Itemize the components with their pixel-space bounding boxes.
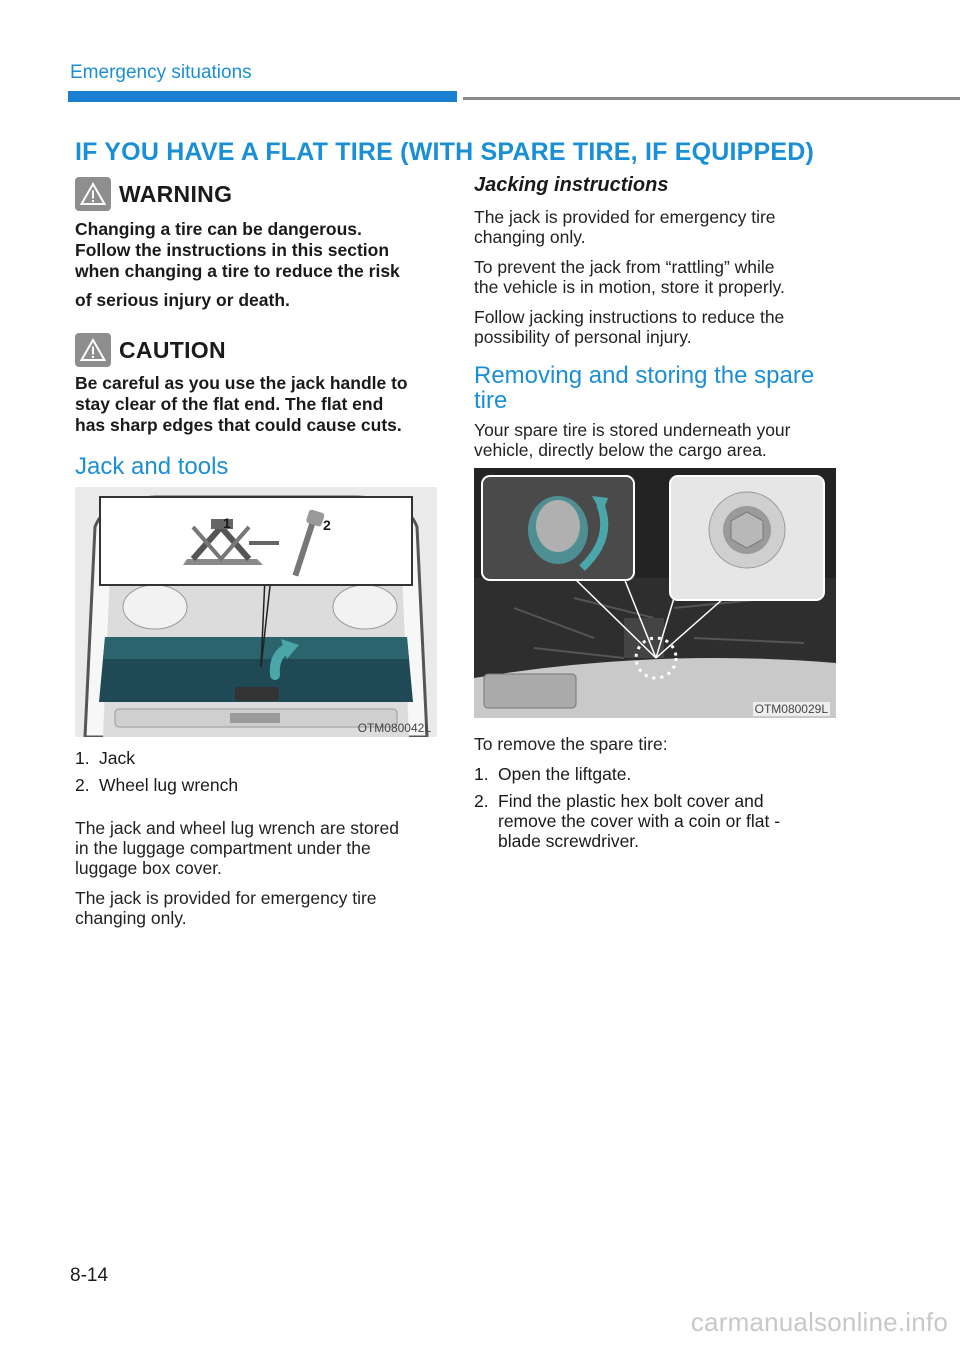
- list-text: Wheel lug wrench: [99, 775, 239, 795]
- list-item: [474, 791, 854, 851]
- text-line: vehicle, directly below the cargo area.: [474, 440, 767, 460]
- header-rule-gray: [463, 97, 960, 100]
- text-line: The jack and wheel lug wrench are stored: [75, 818, 399, 838]
- page-number: 8-14: [70, 1265, 109, 1286]
- list-text: Open the liftgate.: [498, 764, 632, 784]
- callout-2: 2: [323, 517, 331, 533]
- figure-code: OTM080029L: [754, 702, 828, 716]
- list-item: [474, 764, 854, 784]
- caution-block: [75, 333, 445, 436]
- warning-triangle-icon: [75, 177, 111, 211]
- jack-tools-list: [75, 748, 445, 795]
- caution-triangle-icon: [75, 333, 111, 367]
- text-line: Follow jacking instructions to reduce the: [474, 307, 785, 327]
- heading-line: tire: [474, 387, 508, 414]
- warning-line: Changing a tire can be dangerous.: [75, 219, 362, 239]
- jack-tools-figure: [75, 487, 437, 737]
- remove-intro: To remove the spare tire:: [474, 734, 668, 754]
- text-line: changing only.: [474, 227, 586, 247]
- spare-intro: [474, 420, 844, 460]
- caution-line: has sharp edges that could cause cuts.: [75, 415, 402, 435]
- list-number: 1.: [474, 764, 489, 784]
- remove-spare-text: [474, 734, 854, 858]
- text-line: possibility of personal injury.: [474, 327, 692, 347]
- jack-tools-illustration: [75, 487, 437, 737]
- list-number: 2.: [75, 775, 90, 795]
- warning-line: Follow the instructions in this section: [75, 240, 390, 260]
- list-item: [75, 775, 445, 795]
- list-text: remove the cover with a coin or flat -: [498, 811, 781, 831]
- figure-code: OTM080042L: [357, 721, 431, 735]
- list-text: blade screwdriver.: [498, 831, 640, 851]
- list-item: [75, 748, 445, 768]
- section-title: IF YOU HAVE A FLAT TIRE (WITH SPARE TIRE, IF EQUIPPED): [75, 138, 815, 166]
- list-text: Jack: [99, 748, 135, 768]
- spare-tire-illustration: [474, 468, 836, 718]
- list-text: Find the plastic hex bolt cover and: [498, 791, 764, 811]
- warning-line: when changing a tire to reduce the risk: [75, 261, 400, 281]
- text-line: luggage box cover.: [75, 858, 222, 878]
- callout-1: 1: [223, 515, 231, 531]
- heading-line: Removing and storing the spare: [474, 362, 815, 389]
- paragraph: [474, 307, 844, 347]
- spare-tire-figure: [474, 468, 836, 718]
- jack-tools-heading: Jack and tools: [75, 453, 229, 480]
- header-rule-blue: [68, 91, 457, 102]
- header-section-title: Emergency situations: [70, 62, 252, 83]
- watermark: carmanualsonline.info: [690, 1307, 948, 1337]
- paragraph: [75, 818, 445, 878]
- text-line: The jack is provided for emergency tire: [474, 207, 776, 227]
- text-line: The jack is provided for emergency tire: [75, 888, 377, 908]
- jacking-instructions: [474, 174, 844, 357]
- caution-label: CAUTION: [119, 336, 226, 363]
- text-line: in the luggage compartment under the: [75, 838, 371, 858]
- spare-heading: [474, 363, 854, 413]
- caution-line: Be careful as you use the jack handle to: [75, 373, 408, 393]
- text-line: To prevent the jack from “rattling” while: [474, 257, 775, 277]
- text-line: Your spare tire is stored underneath your: [474, 420, 791, 440]
- text-line: changing only.: [75, 908, 187, 928]
- paragraph: [75, 888, 445, 928]
- caution-line: stay clear of the flat end. The flat end: [75, 394, 384, 414]
- jack-tools-text: [75, 748, 445, 938]
- paragraph: [474, 257, 844, 297]
- text-line: the vehicle is in motion, store it properly.: [474, 277, 785, 297]
- warning-line: of serious injury or death.: [75, 290, 290, 310]
- list-number: 1.: [75, 748, 90, 768]
- warning-block: [75, 177, 445, 311]
- jacking-heading: Jacking instructions: [474, 174, 669, 196]
- warning-label: WARNING: [119, 180, 233, 207]
- paragraph: [474, 207, 844, 247]
- remove-steps: [474, 764, 854, 851]
- list-number: 2.: [474, 791, 489, 811]
